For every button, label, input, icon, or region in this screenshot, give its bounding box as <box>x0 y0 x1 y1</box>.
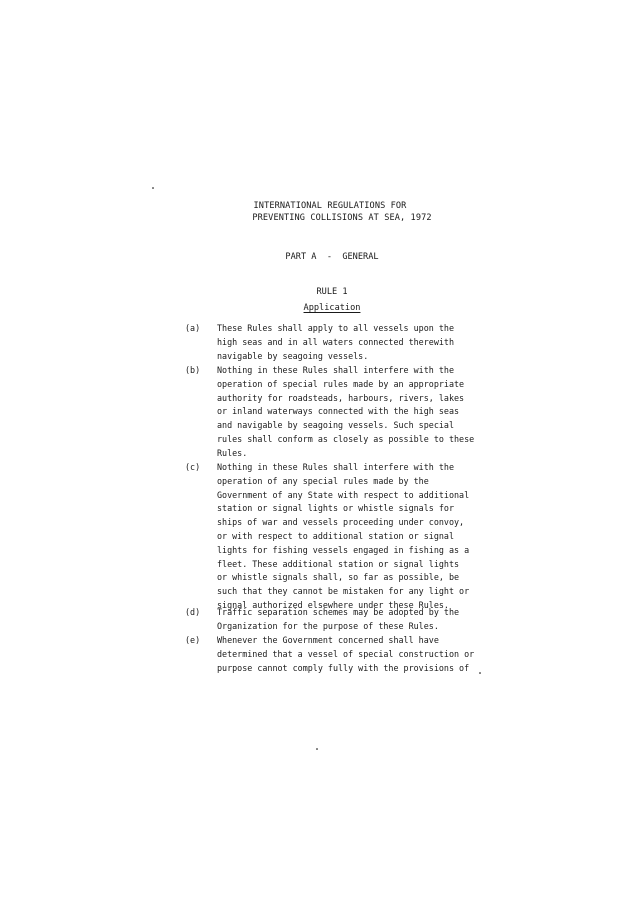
paragraph-b <box>185 364 505 461</box>
scan-speck <box>479 672 481 674</box>
paragraph-text: These Rules shall apply to all vessels upon the high seas and in all waters connected therewith navigable by seagoing vessels. <box>217 323 454 361</box>
paragraph-label: (a) <box>185 323 201 333</box>
paragraph-label: (d) <box>185 607 201 617</box>
paragraph-a <box>185 322 505 363</box>
paragraph-label: (c) <box>185 462 201 472</box>
document-title-line-1: INTERNATIONAL REGULATIONS FOR <box>253 201 407 211</box>
rule-number: RULE 1 <box>316 287 348 297</box>
paragraph-label: (b) <box>185 365 201 375</box>
paragraph-e <box>185 634 505 675</box>
rule-title <box>12 303 640 313</box>
scan-speck <box>316 748 318 750</box>
paragraph-text: Nothing in these Rules shall interfere with the operation of any special rules made by the Government of any State with respect to additional station or signal lights or whistle signals for ships of war and vessels proceeding under convoy, or with respect to additional station or signal lights for fishing vessels engaged in fishing as a fleet. These additional station or signal lights or whistle signals shall, so far as possible, be such that they cannot be mistaken for any light or signal authorized elsewhere under these Rules. <box>217 462 470 610</box>
part-heading: PART A - GENERAL <box>285 252 379 262</box>
paragraph-label: (e) <box>185 635 201 645</box>
document-title-line-2: PREVENTING COLLISIONS AT SEA, 1972 <box>252 213 432 223</box>
paragraph-d <box>185 606 505 634</box>
paragraph-text: Traffic separation schemes may be adopted by the Organization for the purpose of these Rules. <box>217 607 460 631</box>
paragraph-text: Nothing in these Rules shall interfere with the operation of special rules made by an appropriate authority for roadsteads, harbours, rivers, lakes or inland waterways connected with the high seas and navigable by seagoing vessels. Such special rules shall conform as closely as possible to these Rules. <box>217 365 475 458</box>
paragraph-c <box>185 461 505 613</box>
scan-speck <box>152 187 154 189</box>
paragraph-text: Whenever the Government concerned shall have determined that a vessel of special construction or purpose cannot comply fully with the provisions of <box>217 635 475 673</box>
rule-title-text: Application <box>303 303 361 313</box>
